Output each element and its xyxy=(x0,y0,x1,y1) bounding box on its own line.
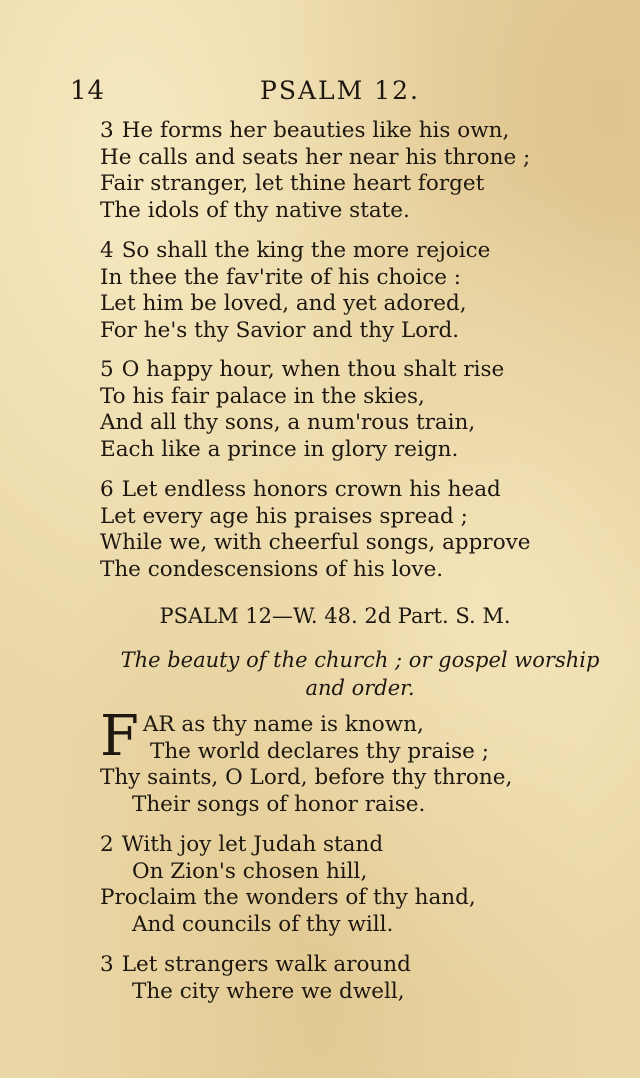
verse-line: With joy let Judah stand xyxy=(121,832,384,857)
verse-line: So shall the king the more rejoice xyxy=(121,238,491,263)
stanza xyxy=(100,704,620,818)
verse-line: The world declares thy praise ; xyxy=(150,738,489,764)
verse-line: He calls and seats her near his throne ; xyxy=(100,144,531,170)
verse-line: On Zion's chosen hill, xyxy=(132,858,368,884)
stanza-number: 6 xyxy=(100,477,114,502)
verse-line: Their songs of honor raise. xyxy=(132,791,426,817)
verse-line: The idols of thy native state. xyxy=(100,197,410,223)
drop-cap: F xyxy=(100,704,139,769)
stanza xyxy=(100,952,620,1005)
verse-line: AR as thy name is known, xyxy=(142,712,424,737)
verse-line: Let endless honors crown his head xyxy=(121,477,501,502)
verse-line: For he's thy Savior and thy Lord. xyxy=(100,317,460,343)
stanza xyxy=(100,238,620,344)
stanza-number: 5 xyxy=(100,357,114,382)
verse-line: Let strangers walk around xyxy=(121,952,411,977)
verse-line: Fair stranger, let thine heart forget xyxy=(100,171,485,196)
verse-line: The city where we dwell, xyxy=(132,978,405,1004)
stanza xyxy=(100,118,620,224)
stanza-number: 3 xyxy=(100,952,114,977)
stanza xyxy=(100,477,620,583)
verse-line: He forms her beauties like his own, xyxy=(121,118,510,143)
verse-line: Thy saints, O Lord, before thy throne, xyxy=(100,765,513,790)
stanza-number: 2 xyxy=(100,832,114,857)
verse-line: Each like a prince in glory reign. xyxy=(100,436,459,462)
psalm-title: PSALM 12—W. 48. 2d Part. S. M. xyxy=(159,604,511,628)
stanza xyxy=(100,832,620,938)
verse-line: In thee the fav'rite of his choice : xyxy=(100,264,462,290)
verse-line: Proclaim the wonders of thy hand, xyxy=(100,885,476,910)
verse-line: To his fair palace in the skies, xyxy=(100,383,425,409)
verse-line: Let him be loved, and yet adored, xyxy=(100,291,467,316)
verse-line: O happy hour, when thou shalt rise xyxy=(121,357,505,382)
verse-line: And all thy sons, a num'rous train, xyxy=(100,410,476,435)
running-head: PSALM 12. xyxy=(260,76,420,105)
stanza xyxy=(100,357,620,463)
stanza-number: 3 xyxy=(100,118,114,143)
verse-line: The condescensions of his love. xyxy=(100,556,444,582)
page-number: 14 xyxy=(70,76,106,106)
psalm-subtitle: The beauty of the church ; or gospel worship and order. xyxy=(120,648,600,700)
stanza-number: 4 xyxy=(100,238,114,263)
verse-line: While we, with cheerful songs, approve xyxy=(100,530,531,555)
verse-line: Let every age his praises spread ; xyxy=(100,503,468,529)
verse-line: And councils of thy will. xyxy=(132,911,394,937)
